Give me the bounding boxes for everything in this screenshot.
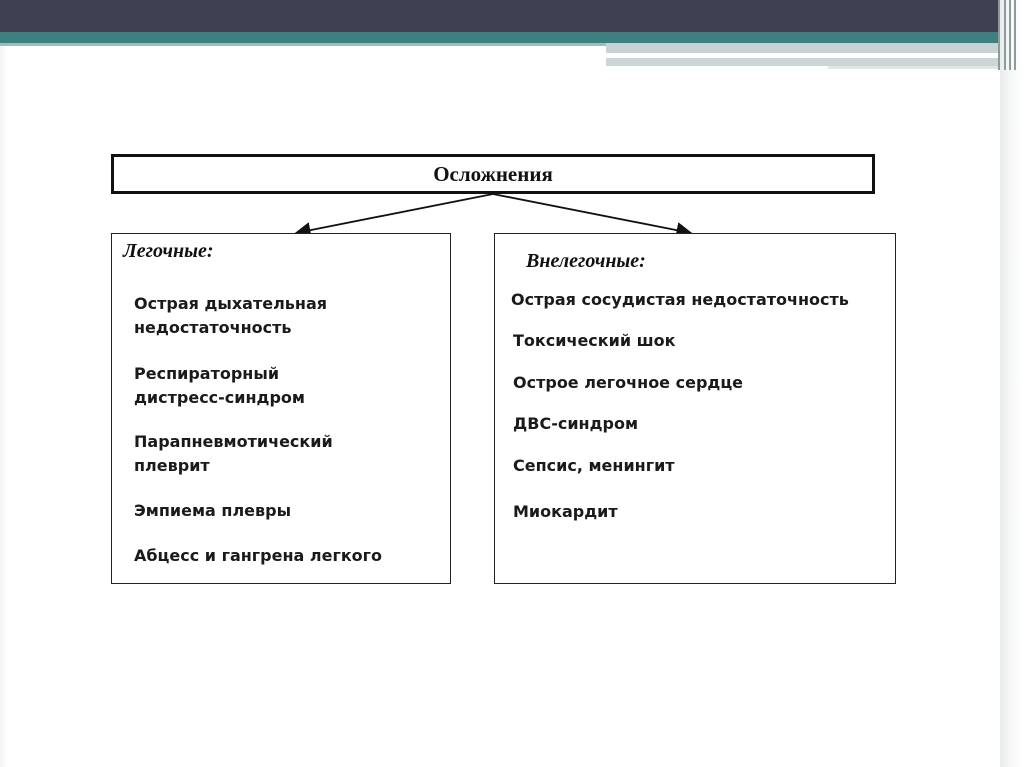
decor-bar-right-thin xyxy=(606,58,1000,66)
left-item-4: Эмпиема плевры xyxy=(134,501,292,520)
left-panel-heading: Легочные: xyxy=(123,240,214,262)
right-item-6: Миокардит xyxy=(513,502,618,521)
left-item-2: Респираторный дистресс-синдром xyxy=(134,364,305,407)
left-item-1: Острая дыхательная недостаточность xyxy=(134,294,328,337)
left-panel xyxy=(111,233,451,584)
right-item-5: Сепсис, менингит xyxy=(513,456,675,475)
left-item-3: Парапневмотический плеврит xyxy=(134,432,333,475)
right-item-3: Острое легочное сердце xyxy=(513,373,744,392)
arrow-to-right-panel xyxy=(493,194,691,233)
right-item-1: Острая сосудистая недостаточность xyxy=(511,290,849,309)
right-edge-stripes xyxy=(996,0,1018,70)
decor-bar-right xyxy=(606,43,1000,53)
root-node xyxy=(111,154,875,194)
right-panel xyxy=(494,233,896,584)
accent-line xyxy=(0,43,606,46)
right-item-2: Токсический шок xyxy=(513,331,676,350)
right-item-4: ДВС-синдром xyxy=(513,414,639,433)
right-edge-shadow xyxy=(1000,0,1024,767)
decor-bar-right-thin2 xyxy=(828,66,1000,69)
header-bar xyxy=(0,0,1000,32)
right-panel-heading: Внелегочные: xyxy=(526,250,646,272)
accent-bar xyxy=(0,32,1000,43)
left-edge-shadow xyxy=(0,46,8,767)
left-item-5: Абцесс и гангрена легкого xyxy=(134,546,383,565)
root-node-label: Осложнения xyxy=(433,161,553,186)
arrow-to-left-panel xyxy=(296,194,493,233)
